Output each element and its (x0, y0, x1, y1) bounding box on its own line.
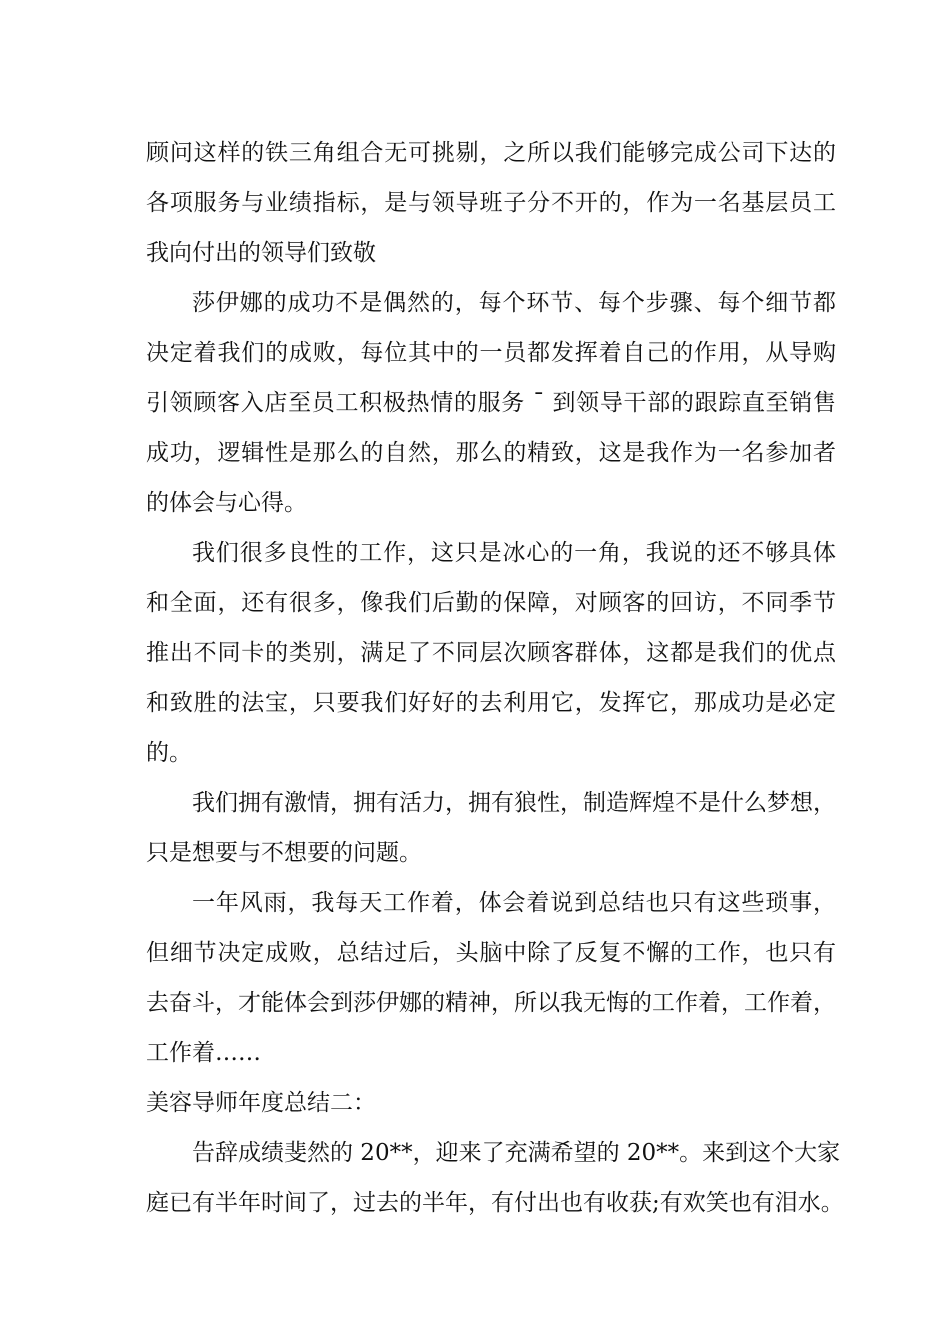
text-line: 引领顾客入店至员工积极热情的服务 ¯ 到领导干部的跟踪直至销售 (146, 390, 836, 416)
text-line: 工作着…… (146, 1040, 261, 1066)
paragraph-first-line: 我们很多良性的工作，这只是冰心的一角，我说的还不够具体 (192, 540, 836, 566)
paragraph-first-line: 莎伊娜的成功不是偶然的，每个环节、每个步骤、每个细节都 (192, 290, 836, 316)
text-line: 决定着我们的成败，每位其中的一员都发挥着自己的作用，从导购 (146, 340, 836, 366)
text-line: 我向付出的领导们致敬 (146, 240, 376, 266)
text-line: 和致胜的法宝，只要我们好好的去利用它，发挥它，那成功是必定 (146, 690, 836, 716)
text-line: 但细节决定成败，总结过后，头脑中除了反复不懈的工作，也只有 (146, 940, 836, 966)
paragraph-first-line: 我们拥有激情，拥有活力，拥有狼性，制造辉煌不是什么梦想， (192, 790, 836, 816)
section-heading: 美容导师年度总结二： (146, 1090, 376, 1116)
text-line: 去奋斗，才能体会到莎伊娜的精神，所以我无悔的工作着，工作着， (146, 990, 836, 1016)
text-line: 的。 (146, 740, 192, 766)
text-line: 成功，逻辑性是那么的自然，那么的精致，这是我作为一名参加者 (146, 440, 836, 466)
text-line: 的体会与心得。 (146, 490, 307, 516)
text-line: 只是想要与不想要的问题。 (146, 840, 422, 866)
document-body (146, 128, 844, 1228)
text-line: 和全面，还有很多，像我们后勤的保障，对顾客的回访，不同季节 (146, 590, 836, 616)
paragraph-first-line: 一年风雨，我每天工作着，体会着说到总结也只有这些琐事， (192, 890, 836, 916)
text-line: 顾问这样的铁三角组合无可挑剔，之所以我们能够完成公司下达的 (146, 140, 836, 166)
text-line: 推出不同卡的类别，满足了不同层次顾客群体，这都是我们的优点 (146, 640, 836, 666)
text-line: 各项服务与业绩指标，是与领导班子分不开的，作为一名基层员工 (146, 190, 836, 216)
paragraph-first-line: 告辞成绩斐然的 20**，迎来了充满希望的 20**。来到这个大家 (192, 1140, 841, 1166)
text-line: 庭已有半年时间了，过去的半年，有付出也有收获;有欢笑也有泪水。 (146, 1190, 844, 1216)
